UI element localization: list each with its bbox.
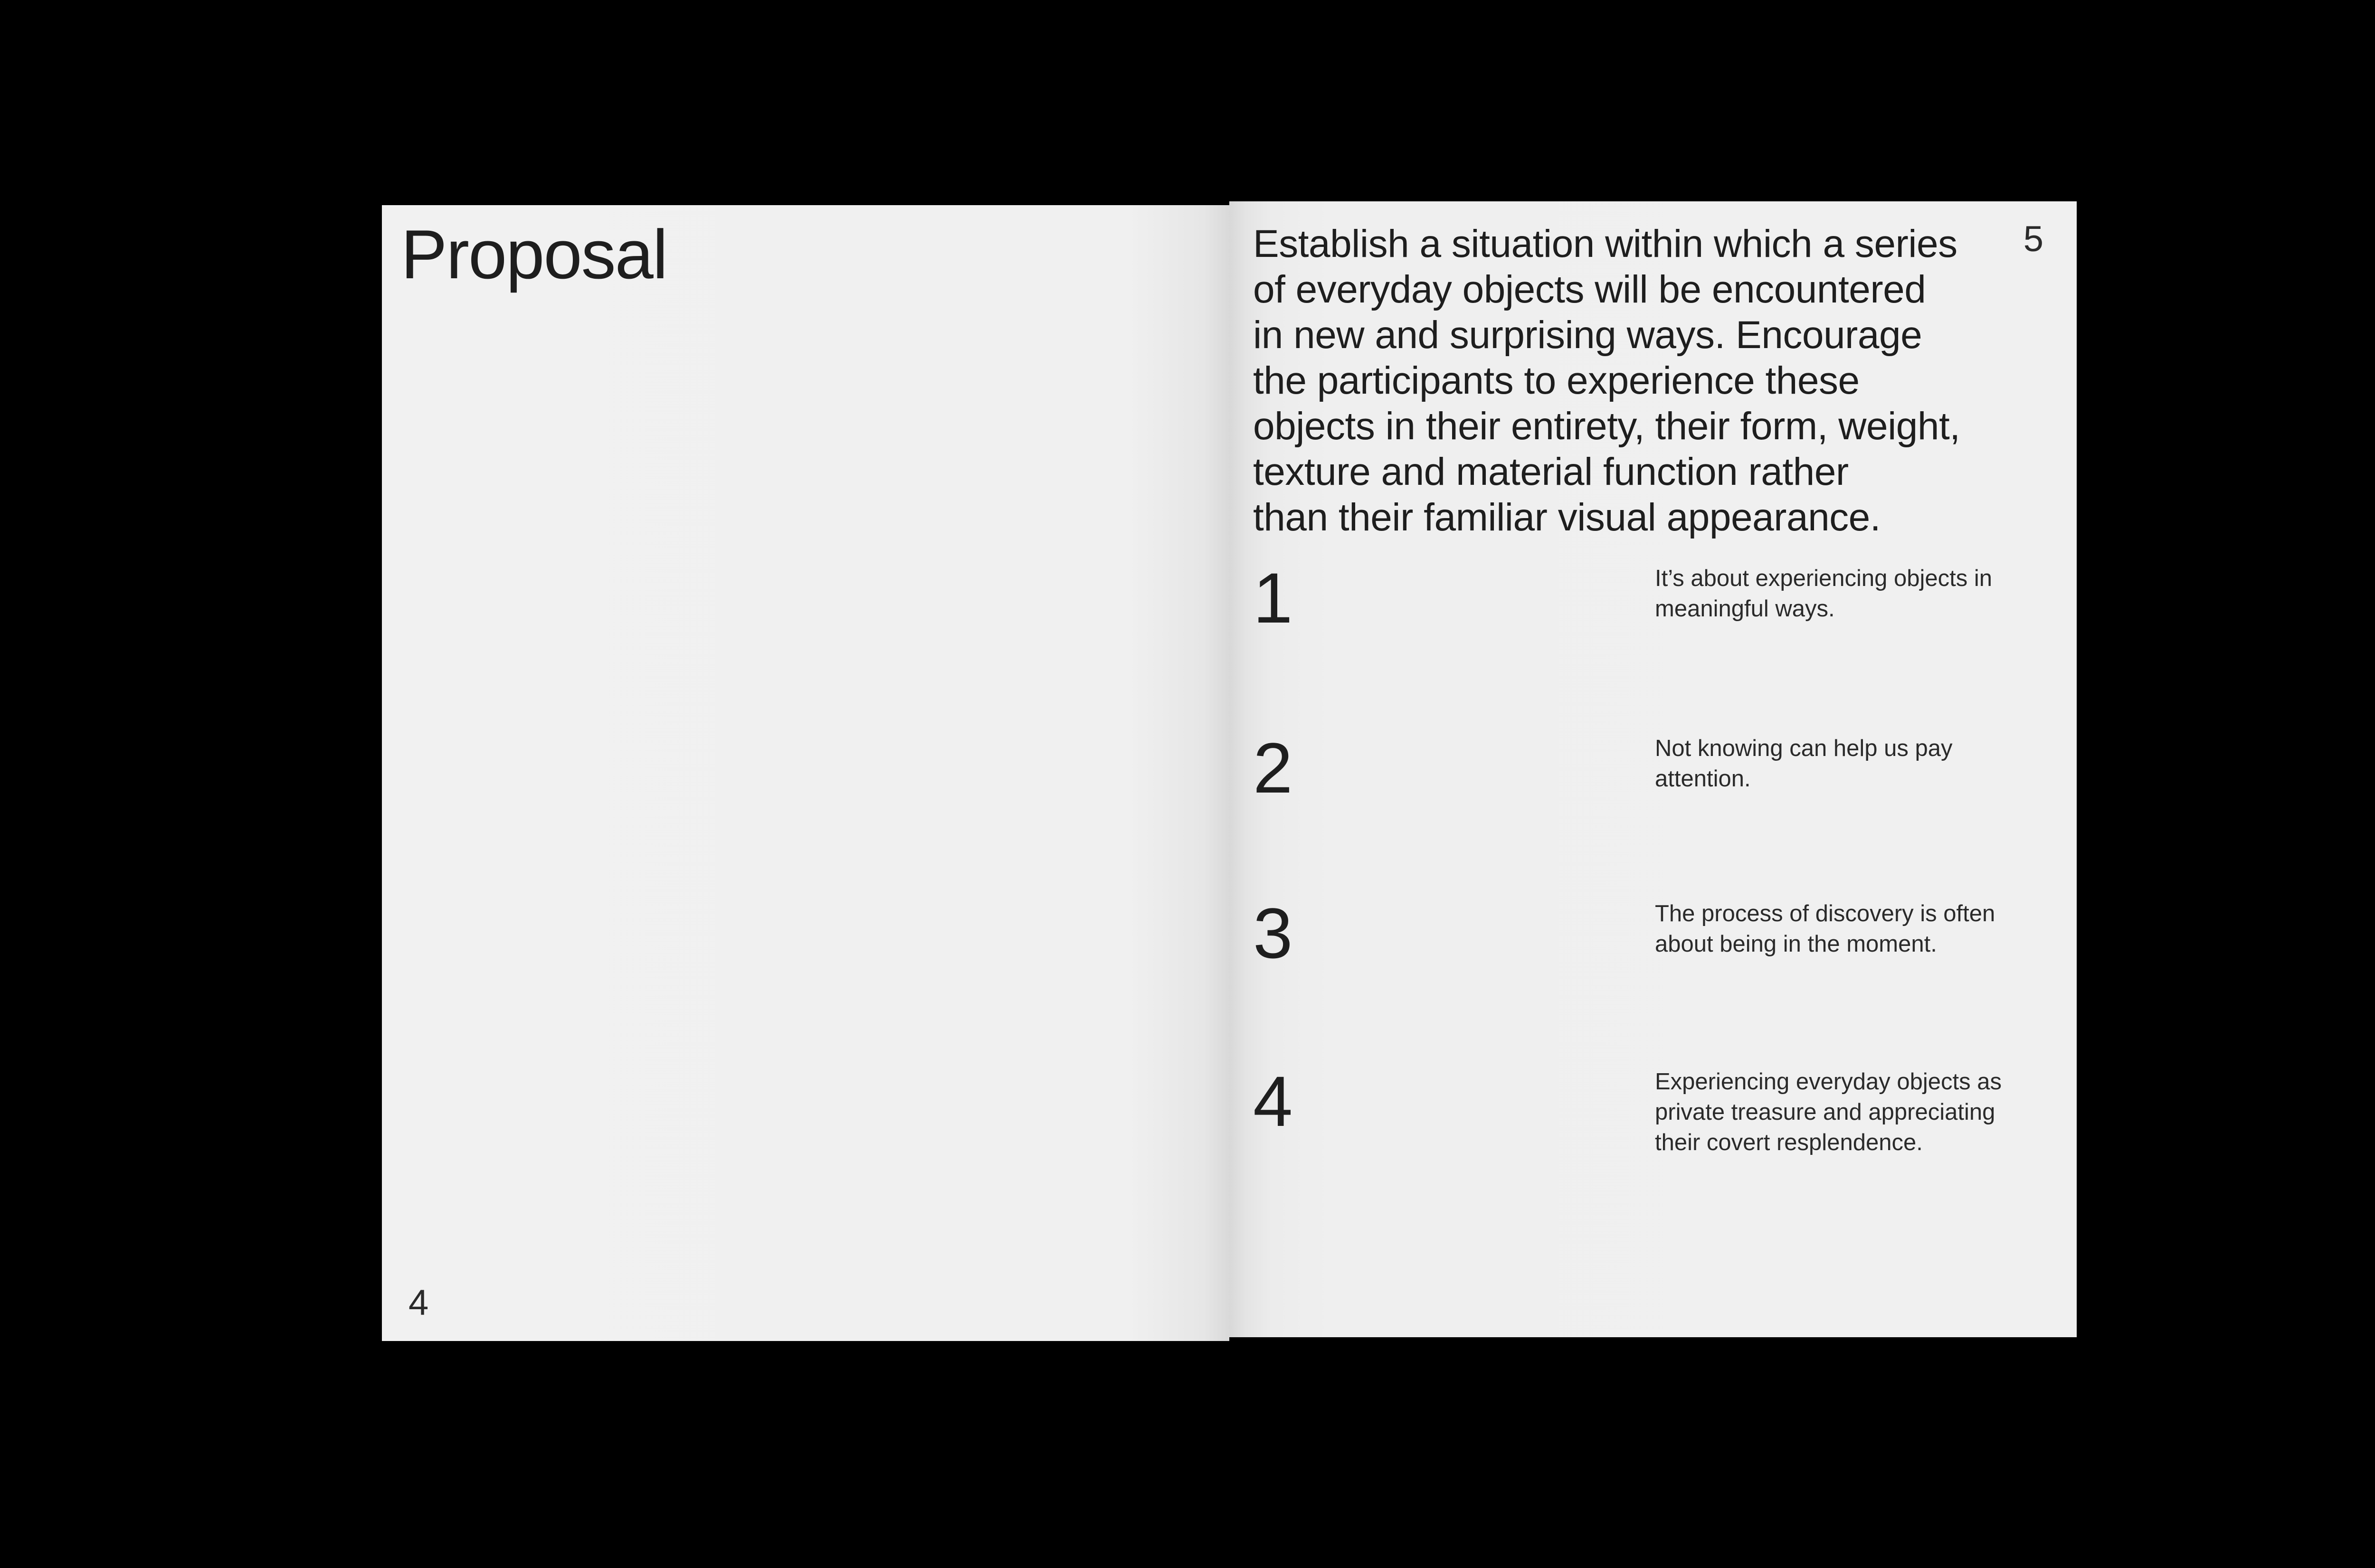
page-title: Proposal (401, 216, 667, 293)
booklet-spread (382, 205, 2077, 1341)
point-text: Not knowing can help us pay attention. (1655, 736, 1953, 792)
point-item (1253, 893, 2051, 1040)
point-item (1253, 558, 2051, 705)
intro-paragraph: Establish a situation within which a series of everyday objects will be encountered in new and surprising ways. Encourage the participants to experience these objects in their entirety, their form, weight, texture and material function rather than their familiar visual appearance. (1253, 222, 1960, 539)
right-page-number: 5 (2023, 219, 2043, 259)
point-item (1253, 1061, 2051, 1208)
left-page (382, 205, 1229, 1341)
left-page-number: 4 (408, 1283, 429, 1323)
point-text: Experiencing everyday objects as private treasure and appreciating their covert resplendence. (1655, 1069, 2002, 1155)
point-item (1253, 728, 2051, 875)
right-page (1229, 201, 2077, 1337)
point-number: 2 (1253, 728, 1293, 808)
point-number: 4 (1253, 1061, 1293, 1141)
point-text: It’s about experiencing objects in meaningful ways. (1655, 566, 1993, 622)
point-number: 3 (1253, 893, 1293, 973)
point-number: 1 (1253, 558, 1293, 638)
point-text: The process of discovery is often about being in the moment. (1655, 901, 1995, 957)
